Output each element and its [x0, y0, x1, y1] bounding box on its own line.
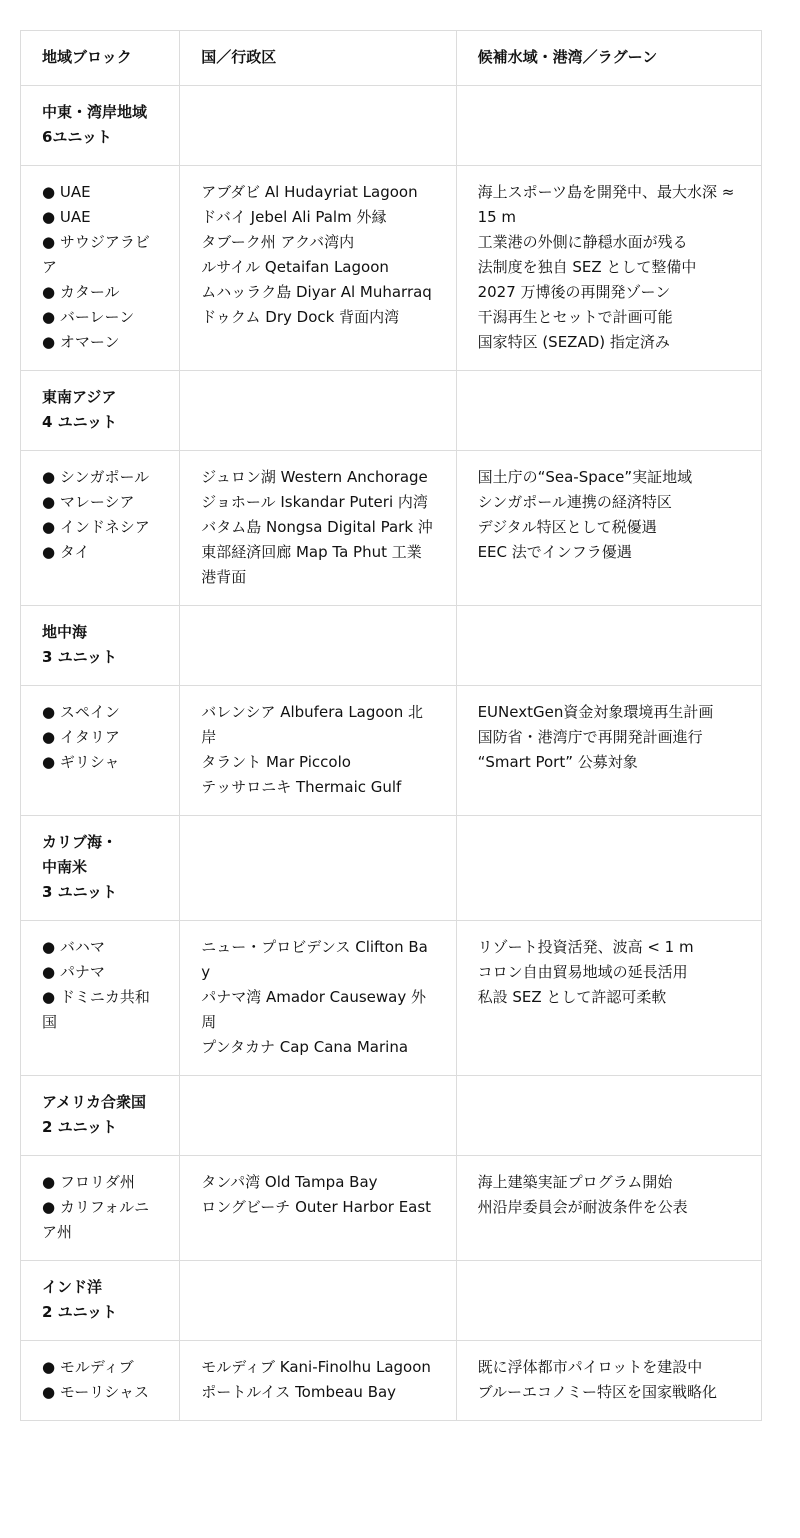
note-item: 2027 万博後の再開発ゾーン: [477, 283, 671, 301]
note-item: リゾート投資活発、波高 < 1 m: [477, 938, 694, 956]
region-title-line: 3 ユニット: [42, 648, 118, 666]
region-title-row: [21, 371, 762, 451]
note-list-cell: [456, 1341, 761, 1421]
note-list: [457, 166, 761, 370]
region-title-line: カリブ海・: [42, 833, 118, 851]
region-title-line: 2 ユニット: [42, 1118, 118, 1136]
region-detail-row: [21, 1156, 762, 1261]
note-item: 国土庁の“Sea-Space”実証地域: [477, 468, 693, 486]
country-item: ● タイ: [42, 543, 90, 561]
note-item: EEC 法でインフラ優遇: [477, 543, 632, 561]
country-item: ● モーリシャス: [42, 1383, 149, 1401]
country-item: ● マレーシア: [42, 493, 135, 511]
country-item: ● フロリダ州: [42, 1173, 135, 1191]
note-list-cell: [456, 686, 761, 816]
note-item: ブルーエコノミー特区を国家戦略化: [477, 1383, 717, 1401]
header-cell-sites: [456, 31, 761, 86]
country-list: [21, 686, 179, 790]
site-list: [180, 686, 455, 815]
site-list: [180, 166, 455, 345]
region-title-cell: [21, 1076, 180, 1156]
region-detail-row: [21, 451, 762, 606]
site-item: バレンシア Albufera Lagoon 北岸: [201, 703, 424, 746]
site-item: パナマ湾 Amador Causeway 外周: [201, 988, 426, 1031]
country-list: [21, 166, 179, 370]
site-item: ロングビーチ Outer Harbor East: [201, 1198, 432, 1216]
header-sites-label: 候補水域・港湾／ラグーン: [477, 48, 658, 66]
country-list-cell: [21, 921, 180, 1076]
note-list-cell: [456, 166, 761, 371]
region-title: [21, 1261, 179, 1340]
site-item: ニュー・プロビデンス Clifton Bay: [201, 938, 428, 981]
region-title-cell: [21, 816, 180, 921]
region-title-line: 中南米: [42, 858, 88, 876]
note-item: 州沿岸委員会が耐波条件を公表: [477, 1198, 688, 1216]
country-list-cell: [21, 166, 180, 371]
note-list: [457, 1156, 761, 1235]
country-item: ● バーレーン: [42, 308, 135, 326]
region-detail-row: [21, 166, 762, 371]
site-item: ポートルイス Tombeau Bay: [201, 1383, 397, 1401]
empty-sites-cell: [456, 1076, 761, 1156]
country-item: ● イタリア: [42, 728, 120, 746]
note-item: 干潟再生とセットで計画可能: [477, 308, 673, 326]
header-cell-region: [21, 31, 180, 86]
country-item: ● ギリシャ: [42, 753, 120, 771]
note-item: “Smart Port” 公募対象: [477, 753, 638, 771]
region-title-line: 3 ユニット: [42, 883, 118, 901]
site-item: タラント Mar Piccolo: [201, 753, 351, 771]
note-item: 海上スポーツ島を開発中、最大水深 ≈ 15 m: [477, 183, 735, 226]
region-title: [21, 606, 179, 685]
empty-sites-cell: [456, 371, 761, 451]
region-title-row: [21, 86, 762, 166]
region-title-line: 2 ユニット: [42, 1303, 118, 1321]
site-item: 東部経済回廊 Map Ta Phut 工業港背面: [201, 543, 422, 586]
country-list-cell: [21, 686, 180, 816]
site-list-cell: [180, 1156, 456, 1261]
note-list-cell: [456, 1156, 761, 1261]
region-title-line: 中東・湾岸地域: [42, 103, 148, 121]
site-item: バタム島 Nongsa Digital Park 沖: [201, 518, 433, 536]
site-item: ルサイル Qetaifan Lagoon: [201, 258, 389, 276]
note-list: [457, 1341, 761, 1420]
note-list-cell: [456, 451, 761, 606]
empty-sites-cell: [456, 86, 761, 166]
empty-country-cell: [180, 1261, 456, 1341]
region-title-row: [21, 606, 762, 686]
country-item: ● インドネシア: [42, 518, 150, 536]
note-item: EUNextGen資金対象環境再生計画: [477, 703, 714, 721]
site-list: [180, 1341, 455, 1420]
region-title-line: 4 ユニット: [42, 413, 118, 431]
region-title-row: [21, 1076, 762, 1156]
country-item: ● バハマ: [42, 938, 105, 956]
site-list: [180, 451, 455, 605]
country-item: ● ドミニカ共和国: [42, 988, 150, 1031]
empty-country-cell: [180, 1076, 456, 1156]
country-list: [21, 1341, 179, 1420]
site-item: ドゥクム Dry Dock 背面内湾: [201, 308, 400, 326]
empty-sites-cell: [456, 1261, 761, 1341]
note-item: 既に浮体都市パイロットを建設中: [477, 1358, 703, 1376]
site-item: プンタカナ Cap Cana Marina: [201, 1038, 409, 1056]
region-detail-row: [21, 686, 762, 816]
header-country-label: 国／行政区: [201, 48, 277, 66]
site-item: ジョホール Iskandar Puteri 内湾: [201, 493, 428, 511]
country-item: ● スペイン: [42, 703, 120, 721]
region-title-cell: [21, 606, 180, 686]
region-title-line: 東南アジア: [42, 388, 117, 406]
region-table: [20, 30, 762, 1421]
country-item: ● パナマ: [42, 963, 105, 981]
note-item: シンガポール連携の経済特区: [477, 493, 672, 511]
country-item: ● サウジアラビア: [42, 233, 150, 276]
note-item: コロン自由貿易地域の延長活用: [477, 963, 688, 981]
country-item: ● カタール: [42, 283, 120, 301]
note-item: 工業港の外側に静穏水面が残る: [477, 233, 688, 251]
empty-country-cell: [180, 371, 456, 451]
site-list-cell: [180, 686, 456, 816]
note-item: 国防省・港湾庁で再開発計画進行: [477, 728, 703, 746]
empty-country-cell: [180, 86, 456, 166]
empty-country-cell: [180, 816, 456, 921]
country-item: ● オマーン: [42, 333, 120, 351]
site-item: ムハッラク島 Diyar Al Muharraq: [201, 283, 432, 301]
site-item: ドバイ Jebel Ali Palm 外縁: [201, 208, 387, 226]
note-list: [457, 921, 761, 1025]
region-title-line: 地中海: [42, 623, 88, 641]
note-item: デジタル特区として税優遇: [477, 518, 657, 536]
site-item: アブダビ Al Hudayriat Lagoon: [201, 183, 418, 201]
region-title-cell: [21, 371, 180, 451]
region-title-cell: [21, 1261, 180, 1341]
region-title: [21, 86, 179, 165]
header-region-label: 地域ブロック: [42, 48, 132, 66]
country-item: ● UAE: [42, 208, 91, 226]
region-title-line: アメリカ合衆国: [42, 1093, 146, 1111]
site-item: タブーク州 アクバ湾内: [201, 233, 355, 251]
site-list: [180, 1156, 455, 1235]
header-cell-country: [180, 31, 456, 86]
region-title: [21, 371, 179, 450]
region-detail-row: [21, 1341, 762, 1421]
note-list-cell: [456, 921, 761, 1076]
site-item: テッサロニキ Thermaic Gulf: [201, 778, 402, 796]
country-list: [21, 1156, 179, 1260]
note-item: 国家特区 (SEZAD) 指定済み: [477, 333, 670, 351]
site-list-cell: [180, 921, 456, 1076]
empty-sites-cell: [456, 606, 761, 686]
site-item: モルディブ Kani-Finolhu Lagoon: [201, 1358, 431, 1376]
note-list: [457, 686, 761, 790]
site-list-cell: [180, 166, 456, 371]
region-title-row: [21, 816, 762, 921]
country-list: [21, 921, 179, 1050]
region-title-cell: [21, 86, 180, 166]
country-list-cell: [21, 1156, 180, 1261]
region-title-line: 6ユニット: [42, 128, 112, 146]
region-title-row: [21, 1261, 762, 1341]
country-item: ● シンガポール: [42, 468, 150, 486]
note-item: 法制度を独自 SEZ として整備中: [477, 258, 697, 276]
note-item: 海上建築実証プログラム開始: [477, 1173, 673, 1191]
site-list-cell: [180, 1341, 456, 1421]
region-title: [21, 1076, 179, 1155]
site-list-cell: [180, 451, 456, 606]
country-item: ● UAE: [42, 183, 91, 201]
country-item: ● モルディブ: [42, 1358, 134, 1376]
site-list: [180, 921, 455, 1075]
note-item: 私設 SEZ として許認可柔軟: [477, 988, 667, 1006]
site-item: タンパ湾 Old Tampa Bay: [201, 1173, 378, 1191]
region-title-line: インド洋: [42, 1278, 103, 1296]
country-list-cell: [21, 451, 180, 606]
region-title: [21, 816, 179, 920]
country-list: [21, 451, 179, 580]
country-item: ● カリフォルニア州: [42, 1198, 150, 1241]
note-list: [457, 451, 761, 580]
empty-country-cell: [180, 606, 456, 686]
empty-sites-cell: [456, 816, 761, 921]
region-detail-row: [21, 921, 762, 1076]
site-item: ジュロン湖 Western Anchorage: [201, 468, 428, 486]
region-table-body: [21, 31, 762, 1421]
table-header-row: [21, 31, 762, 86]
country-list-cell: [21, 1341, 180, 1421]
